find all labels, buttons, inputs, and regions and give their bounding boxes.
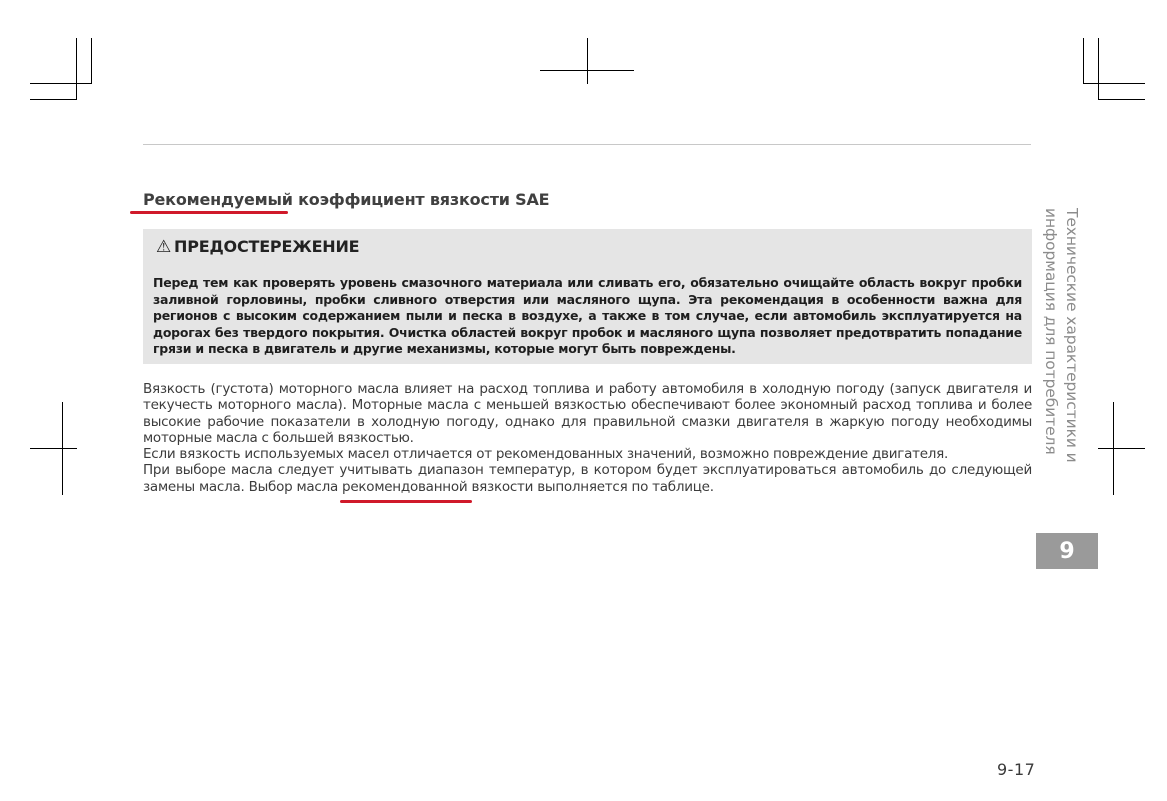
section-title-highlight: Рекомендуемый bbox=[143, 190, 293, 209]
body-paragraph-2: Если вязкость используемых масел отличается от рекомендованных значений, возможно повреждение двигателя. bbox=[143, 446, 949, 463]
body-highlight-underline bbox=[340, 500, 472, 503]
header-rule bbox=[143, 144, 1031, 145]
warning-heading-text: ПРЕДОСТЕРЕЖЕНИЕ bbox=[174, 237, 360, 256]
body-paragraph-3-start: При выборе масла следует учитывать диапазон температур, в котором будет эксплуатироваться автомобиль до следующей замены масла. Выбор масла bbox=[143, 462, 1032, 495]
body-paragraph-3-end: вязкости выполняется по таблице. bbox=[467, 478, 714, 495]
section-title-rest: коэффициент вязкости SAE bbox=[292, 190, 550, 209]
chapter-side-tab: Технические характеристики и информация для потребителя bbox=[1042, 208, 1081, 463]
body-paragraph-1: Вязкость (густота) моторного масла влияет на расход топлива и работу автомобиля в холодную погоду (запуск двигателя и текучесть моторного масла). Моторные масла с меньшей вязкостью обеспечивают более экономный расход топлива и более высокие рабочие показатели в холодную погоду, однако для правильной смазки двигателя в жаркую погоду необходимы моторные масла с большей вязкостью. bbox=[143, 381, 1032, 446]
page-number: 9-17 bbox=[997, 760, 1036, 779]
warning-box bbox=[143, 229, 1032, 364]
title-highlight-underline bbox=[130, 211, 288, 214]
section-title bbox=[143, 190, 549, 209]
warning-heading bbox=[156, 237, 359, 257]
body-paragraph-3 bbox=[143, 462, 1032, 495]
body-text bbox=[143, 381, 1032, 495]
warning-triangle-icon: ⚠ bbox=[156, 237, 172, 257]
chapter-number-box: 9 bbox=[1036, 533, 1098, 569]
warning-text: Перед тем как проверять уровень смазочного материала или сливать его, обязательно очищайте область вокруг пробки заливной горловины, пробки сливного отверстия или масляного щупа. Эта рекомендация в особенности важна для регионов с высоким содержанием пыли и песка в воздухе, а также в том случае, если автомобиль эксплуатируется на дорогах без твердого покрытия. Очистка областей вокруг пробок и масляного щупа позволяет предотвратить попадание грязи и песка в двигатель и другие механизмы, которые могут быть повреждены. bbox=[153, 275, 1022, 356]
body-paragraph-3-highlight: рекомендованной bbox=[342, 478, 468, 495]
